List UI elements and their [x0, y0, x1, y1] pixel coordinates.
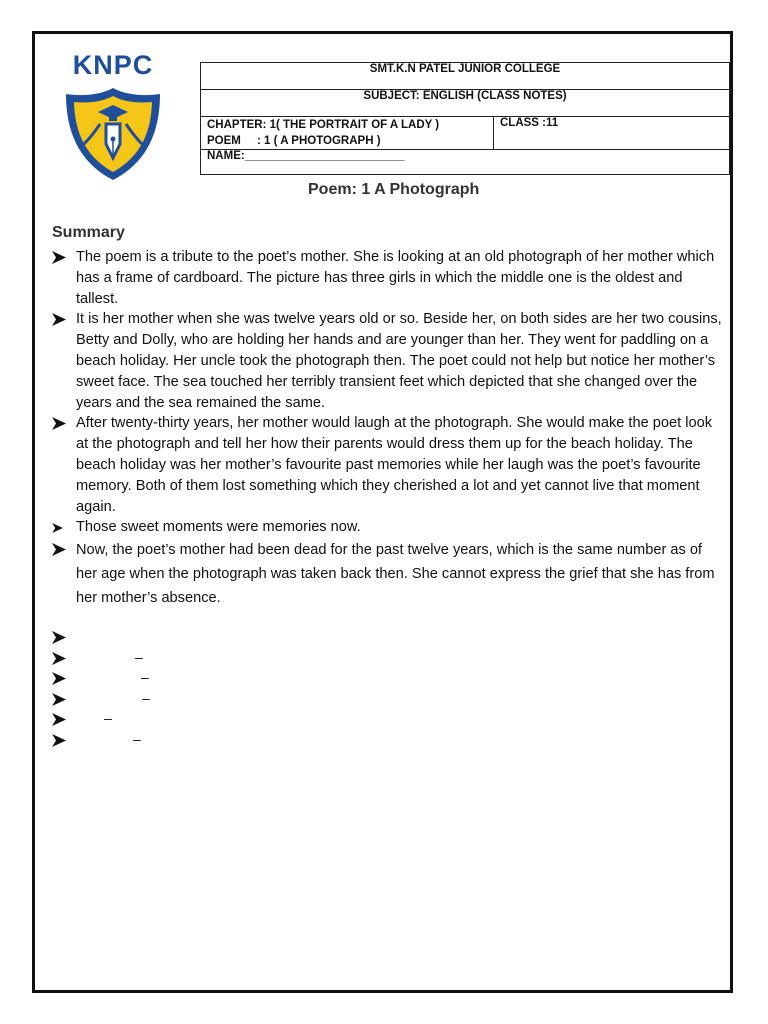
list-item	[52, 309, 722, 413]
arrow-bullet-icon	[52, 713, 66, 726]
summary-heading: Summary	[52, 224, 125, 241]
bullet-dash: –	[135, 648, 143, 665]
arrow-bullet-icon	[52, 672, 66, 685]
poem-title: Poem: 1 A Photograph	[308, 181, 480, 198]
arrow-bullet-icon	[52, 734, 66, 747]
arrow-bullet-icon	[52, 251, 66, 264]
bullet-text: The poem is a tribute to the poet’s mother. She is looking at an old photograph of her mother which has a frame of cardboard. The picture has three girls in which the middle one is the oldest and tallest.	[76, 249, 715, 307]
name-field: NAME:_________________________	[201, 150, 730, 175]
list-item	[52, 649, 252, 670]
list-item	[52, 669, 252, 690]
class-cell: CLASS :11	[494, 117, 730, 150]
arrow-bullet-icon	[52, 523, 63, 533]
list-item	[52, 628, 252, 649]
chapter-cell	[201, 117, 494, 150]
list-item	[52, 690, 252, 711]
shield-icon	[62, 84, 164, 184]
bullet-text: After twenty-thirty years, her mother would laugh at the photograph. She would make the poet look at the photograph and tell her how their parents would dress them up for the beach holiday. The beach holiday was her mother’s favourite past memories while her laugh was the poet’s favourite memory. Both of them lost something which they cherished a lot and yet cannot live that moment again.	[76, 415, 712, 515]
arrow-bullet-icon	[52, 652, 66, 665]
arrow-bullet-icon	[52, 543, 66, 556]
bullet-dash: –	[141, 669, 149, 686]
bullet-dash: –	[142, 689, 150, 706]
list-item	[52, 710, 252, 731]
empty-bullets	[52, 628, 252, 752]
list-item	[52, 413, 722, 517]
arrow-bullet-icon	[52, 693, 66, 706]
list-item	[52, 247, 722, 309]
poem-value: : 1 ( A PHOTOGRAPH )	[257, 135, 381, 147]
bullet-text: It is her mother when she was twelve years old or so. Beside her, on both sides are her two cousins, Betty and Dolly, who are holding her hands and are younger than her. They went for paddling on a beach holiday. Her uncle took the photograph then. The poet could not help but notice her mother’s sweet face. The sea touched her terribly transient feet which depicted that she changed over the years and the sea remained the same.	[76, 311, 722, 411]
arrow-bullet-icon	[52, 417, 66, 430]
chapter-line: CHAPTER: 1( THE PORTRAIT OF A LADY )	[207, 119, 440, 131]
poem-label: POEM	[207, 135, 241, 147]
logo-text: KNPC	[72, 50, 154, 80]
arrow-bullet-icon	[52, 313, 66, 326]
header-table	[200, 62, 730, 175]
poem-line	[207, 133, 487, 149]
list-item	[52, 538, 722, 610]
bullet-text: Those sweet moments were memories now.	[76, 519, 361, 536]
list-item	[52, 517, 722, 538]
list-item	[52, 731, 252, 752]
bullet-text: Now, the poet’s mother had been dead for the past twelve years, which is the same number as of her age when the photograph was taken back then. She cannot express the grief that she has from her mother’s absence.	[76, 542, 715, 607]
subject-line: SUBJECT: ENGLISH (CLASS NOTES)	[201, 90, 730, 117]
summary-bullets	[52, 247, 722, 610]
arrow-bullet-icon	[52, 631, 66, 644]
college-logo	[58, 50, 168, 185]
bullet-dash: –	[104, 710, 112, 727]
college-name: SMT.K.N PATEL JUNIOR COLLEGE	[201, 63, 730, 90]
bullet-dash: –	[133, 730, 141, 747]
